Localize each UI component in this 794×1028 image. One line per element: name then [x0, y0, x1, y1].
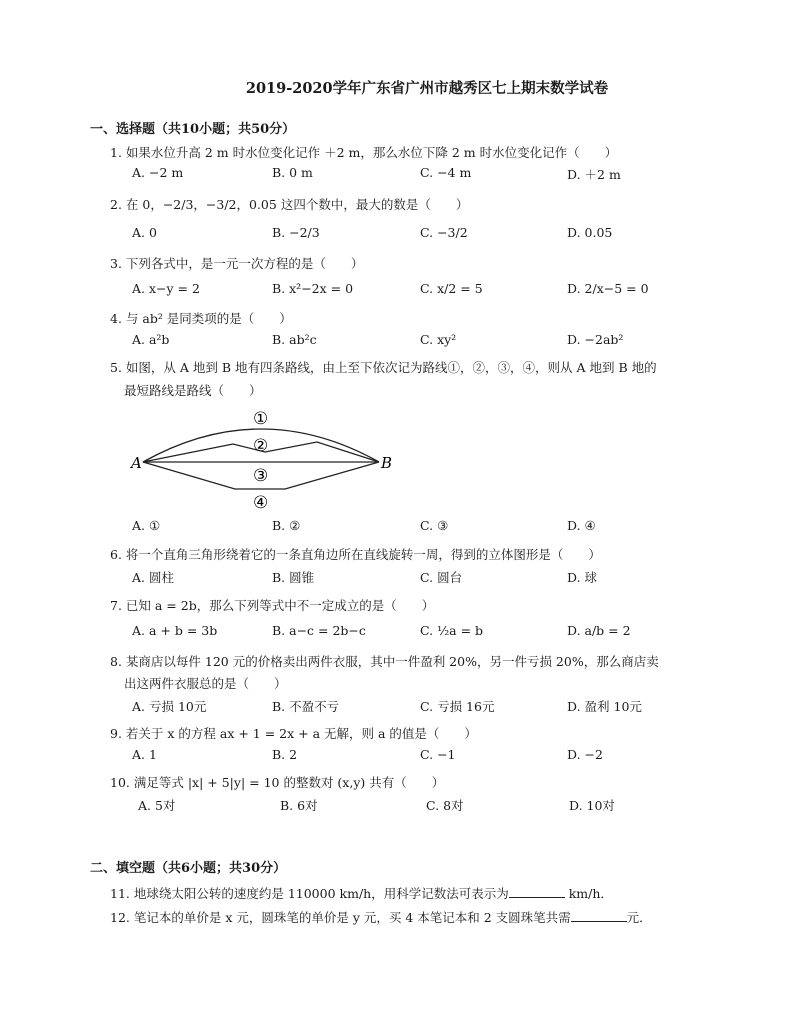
question-12-stem: 12. 笔记本的单价是 x 元，圆珠笔的单价是 y 元，买 4 本笔记本和 2 支圆珠笔共需: [110, 910, 571, 925]
section-heading-choice: 一、选择题（共10小题；共50分）: [90, 122, 296, 137]
q6-option-d[interactable]: D. 球: [567, 570, 598, 585]
q9-option-b[interactable]: B. 2: [272, 747, 298, 762]
q7-option-b[interactable]: B. a−c = 2b−c: [272, 623, 366, 638]
route-3-label: ③: [253, 466, 269, 486]
answer-blank-12[interactable]: [571, 909, 627, 922]
q8-option-d[interactable]: D. 盈利 10元: [567, 699, 642, 714]
q10-option-b[interactable]: B. 6对: [280, 798, 318, 813]
q5-option-d[interactable]: D. ④: [567, 518, 596, 533]
q7-option-a[interactable]: A. a + b = 3b: [132, 623, 218, 638]
section-heading-fill: 二、填空题（共6小题；共30分）: [90, 861, 287, 876]
route-2-label: ②: [253, 436, 269, 456]
q4-option-d[interactable]: D. −2ab²: [567, 332, 624, 347]
q9-option-d[interactable]: D. −2: [567, 747, 603, 762]
question-1-stem: 1. 如果水位升高 2 m 时水位变化记作 ＋2 m，那么水位下降 2 m 时水位变化记作（ ）: [110, 145, 618, 160]
q2-option-c[interactable]: C. −3/2: [420, 225, 468, 240]
q5-option-b[interactable]: B. ②: [272, 518, 301, 533]
question-11: [110, 884, 613, 902]
q10-option-d[interactable]: D. 10对: [569, 798, 615, 813]
question-10-stem: 10. 满足等式 |x| + 5|y| = 10 的整数对 (x,y) 共有（ ）: [110, 775, 445, 790]
q4-option-b[interactable]: B. ab²c: [272, 332, 317, 347]
q1-option-a[interactable]: A. −2 m: [132, 165, 184, 180]
q1-option-d[interactable]: D. ＋2 m: [567, 167, 621, 182]
q1-option-c[interactable]: C. −4 m: [420, 165, 472, 180]
question-5-stem-cont: 最短路线是路线（ ）: [124, 383, 262, 398]
route-1-label: ①: [253, 409, 269, 429]
q8-option-a[interactable]: A. 亏损 10元: [132, 699, 207, 714]
question-11-stem: 11. 地球绕太阳公转的速度约是 110000 km/h，用科学记数法可表示为: [110, 886, 509, 901]
question-8-stem-cont: 出这两件衣服总的是（ ）: [124, 676, 287, 691]
q2-option-d[interactable]: D. 0.05: [567, 225, 613, 240]
route-figure: [125, 404, 405, 514]
question-11-unit: km/h．: [564, 886, 613, 901]
answer-blank-11[interactable]: [509, 885, 565, 898]
question-4-stem: 4. 与 ab² 是同类项的是（ ）: [110, 311, 292, 326]
q1-option-b[interactable]: B. 0 m: [272, 165, 313, 180]
q4-option-c[interactable]: C. xy²: [420, 332, 457, 347]
q3-option-b[interactable]: B. x²−2x = 0: [272, 281, 354, 296]
route-4-label: ④: [253, 493, 269, 513]
q7-option-d[interactable]: D. a/b = 2: [567, 623, 631, 638]
q6-option-a[interactable]: A. 圆柱: [132, 570, 174, 585]
q8-option-c[interactable]: C. 亏损 16元: [420, 699, 495, 714]
q6-option-b[interactable]: B. 圆锥: [272, 570, 315, 585]
q8-option-b[interactable]: B. 不盈不亏: [272, 699, 340, 714]
q6-option-c[interactable]: C. 圆台: [420, 570, 463, 585]
q3-option-d[interactable]: D. 2/x−5 = 0: [567, 281, 649, 296]
q2-option-b[interactable]: B. −2/3: [272, 225, 320, 240]
question-5-stem: 5. 如图，从 A 地到 B 地有四条路线，由上至下依次记为路线①，②，③，④，则从 A 地到 B 地的: [110, 360, 657, 375]
q9-option-a[interactable]: A. 1: [132, 747, 157, 762]
question-9-stem: 9. 若关于 x 的方程 ax + 1 = 2x + a 无解，则 a 的值是（ ）: [110, 726, 477, 741]
point-b-label: B: [381, 454, 393, 472]
question-7-stem: 7. 已知 a = 2b，那么下列等式中不一定成立的是（ ）: [110, 598, 435, 613]
q3-option-c[interactable]: C. x/2 = 5: [420, 281, 483, 296]
q9-option-c[interactable]: C. −1: [420, 747, 456, 762]
q5-option-c[interactable]: C. ③: [420, 518, 449, 533]
question-6-stem: 6. 将一个直角三角形绕着它的一条直角边所在直线旋转一周，得到的立体图形是（ ）: [110, 547, 601, 562]
q10-option-a[interactable]: A. 5对: [138, 798, 176, 813]
question-2-stem: 2. 在 0，−2/3，−3/2，0.05 这四个数中，最大的数是（ ）: [110, 197, 469, 212]
q2-option-a[interactable]: A. 0: [132, 225, 157, 240]
q5-option-a[interactable]: A. ①: [132, 518, 161, 533]
q10-option-c[interactable]: C. 8对: [426, 798, 464, 813]
question-3-stem: 3. 下列各式中，是一元一次方程的是（ ）: [110, 256, 364, 271]
question-12: [110, 908, 652, 926]
page-title: 2019-2020学年广东省广州市越秀区七上期末数学试卷: [245, 80, 609, 97]
q7-option-c[interactable]: C. ½a = b: [420, 623, 484, 638]
q3-option-a[interactable]: A. x−y = 2: [132, 281, 200, 296]
q4-option-a[interactable]: A. a²b: [132, 332, 170, 347]
question-8-stem: 8. 某商店以每件 120 元的价格卖出两件衣服，其中一件盈利 20%，另一件亏损 20%，那么商店卖: [110, 654, 659, 669]
question-12-unit: 元．: [626, 910, 652, 925]
point-a-label: A: [131, 454, 142, 472]
